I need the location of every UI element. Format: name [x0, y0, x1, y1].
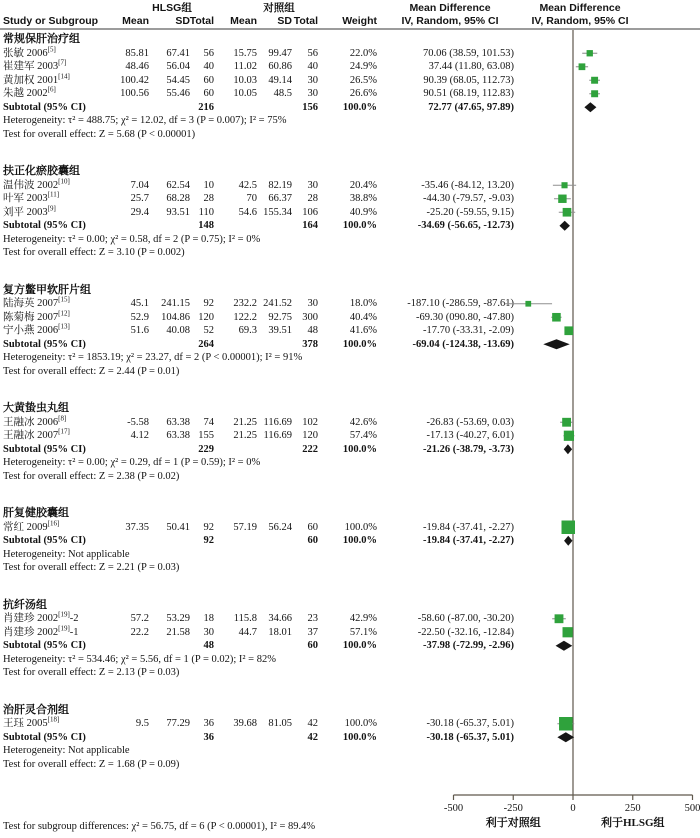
- study-sd2: 81.05: [268, 718, 292, 729]
- study-total1: 28: [203, 193, 214, 204]
- study-total1: 110: [198, 206, 214, 218]
- header-hlsg-group: HLSG组: [152, 2, 192, 14]
- reference-superscript: [17]: [58, 427, 70, 436]
- study-mean2: 54.6: [238, 206, 257, 218]
- reference-superscript: [19]: [58, 610, 70, 619]
- effect-square: [552, 313, 561, 322]
- subtotal-md: -30.18 (-65.37, 5.01): [426, 731, 514, 743]
- study-label: 崔建军 2003[7]: [3, 58, 67, 72]
- study-sd2: 60.86: [268, 61, 292, 72]
- study-mean2: 39.68: [233, 718, 257, 729]
- study-label: 陈菊梅 2007[12]: [3, 309, 70, 323]
- subtotal-label: Subtotal (95% CI): [3, 338, 86, 350]
- reference-superscript: [15]: [58, 295, 70, 304]
- heterogeneity-note: Heterogeneity: τ² = 1853.19; χ² = 23.27, df = 2 (P < 0.00001); I² = 91%: [3, 352, 303, 363]
- header-ivr-text: IV, Random, 95% CI: [401, 15, 499, 27]
- study-weight: 22.0%: [349, 47, 377, 59]
- overall-effect-note: Test for overall effect: Z = 2.38 (P = 0.02): [3, 470, 180, 482]
- header-md-text: Mean Difference: [409, 2, 491, 14]
- study-total1: 74: [203, 416, 214, 428]
- study-total2: 300: [302, 311, 318, 323]
- subtotal-total-hlsg: 92: [203, 535, 214, 546]
- axis-tick-label: 500: [684, 803, 700, 814]
- study-mean1: 4.12: [130, 430, 149, 441]
- subtotal-total-hlsg: 264: [198, 338, 214, 350]
- study-total2: 40: [307, 61, 318, 72]
- study-sd2: 66.37: [268, 193, 292, 204]
- reference-superscript: [8]: [58, 414, 67, 422]
- effect-square: [525, 301, 531, 307]
- study-weight: 40.4%: [349, 311, 377, 323]
- subtotal-label: Subtotal (95% CI): [3, 640, 86, 651]
- study-sd2: 39.51: [268, 325, 292, 336]
- study-total2: 30: [307, 179, 318, 191]
- study-total1: 60: [203, 74, 214, 86]
- study-weight: 20.4%: [349, 179, 377, 191]
- subtotal-md: -21.26 (-38.79, -3.73): [423, 443, 514, 455]
- study-sd2: 48.5: [273, 88, 292, 99]
- study-mean2: 122.2: [233, 311, 257, 323]
- subtotal-md: -19.84 (-37.41, -2.27): [423, 535, 514, 546]
- study-sd1: 55.46: [166, 88, 190, 99]
- study-mean1: 52.9: [130, 311, 149, 323]
- reference-superscript: [6]: [47, 85, 56, 94]
- study-mean1: 51.6: [130, 325, 149, 336]
- subtotal-total-ctrl: 42: [307, 731, 318, 743]
- study-md_text: -187.10 (-286.59, -87.61): [407, 298, 514, 309]
- header-sd-hlsg: SD: [175, 15, 190, 27]
- study-total2: 30: [307, 74, 318, 86]
- effect-square: [561, 182, 567, 188]
- study-md_text: -26.83 (-53.69, 0.03): [426, 416, 514, 428]
- study-sd1: 93.51: [166, 206, 190, 218]
- overall-effect-note: Test for overall effect: Z = 2.44 (P = 0.01): [3, 365, 180, 377]
- effect-square: [558, 195, 566, 203]
- axis-tick-label: 0: [570, 803, 576, 814]
- study-sd2: 56.24: [268, 521, 292, 533]
- study-weight: 24.9%: [349, 61, 377, 72]
- heterogeneity-note: Heterogeneity: τ² = 534.46; χ² = 5.56, df = 1 (P = 0.02); I² = 82%: [3, 653, 276, 665]
- subtotal-diamond: [543, 339, 569, 349]
- study-label: 王融冰 2007[17]: [3, 427, 70, 441]
- study-mean2: 11.02: [233, 61, 257, 72]
- effect-square: [563, 208, 572, 217]
- study-mean2: 232.2: [233, 298, 257, 309]
- study-sd1: 40.08: [166, 325, 190, 336]
- effect-square: [562, 521, 576, 535]
- reference-superscript: [14]: [58, 72, 70, 80]
- study-total1: 10: [203, 179, 214, 191]
- subtotal-diamond: [564, 536, 572, 546]
- study-label: 陆海英 2007[15]: [3, 295, 70, 309]
- study-total2: 60: [307, 521, 318, 533]
- study-label: 肖建珍 2002[19]-1: [3, 624, 79, 638]
- subtotal-total-hlsg: 148: [198, 220, 214, 231]
- subtotal-diamond: [584, 102, 596, 112]
- study-sd1: 241.15: [161, 298, 190, 309]
- subtotal-diamond: [559, 221, 569, 231]
- study-mean1: -5.58: [127, 416, 149, 428]
- subtotal-label: Subtotal (95% CI): [3, 101, 86, 113]
- reference-superscript: [11]: [47, 190, 60, 199]
- study-weight: 38.8%: [349, 193, 377, 204]
- study-mean1: 29.4: [130, 206, 149, 218]
- subgroup-label: 常规保肝治疗组: [3, 33, 80, 45]
- subgroup-label: 抗纤汤组: [3, 598, 47, 611]
- study-sd1: 77.29: [166, 718, 190, 729]
- reference-superscript: [10]: [58, 177, 70, 185]
- reference-superscript: [13]: [58, 322, 70, 331]
- study-mean1: 9.5: [135, 718, 149, 729]
- header-weight: Weight: [342, 15, 377, 27]
- study-sd1: 67.41: [166, 47, 190, 59]
- study-mean1: 100.42: [120, 74, 149, 86]
- subtotal-total-hlsg: 216: [198, 101, 214, 113]
- subtotal-weight: 100.0%: [342, 640, 377, 651]
- study-mean1: 48.46: [125, 61, 149, 72]
- study-sd2: 49.14: [268, 74, 292, 86]
- study-sd1: 63.38: [166, 416, 190, 428]
- study-mean1: 57.2: [130, 613, 149, 624]
- study-label: 叶军 2003[11]: [3, 190, 60, 204]
- header-control-group: 对照组: [263, 2, 295, 14]
- study-total1: 92: [203, 521, 214, 533]
- study-total1: 155: [198, 430, 214, 441]
- subtotal-total-hlsg: 229: [198, 443, 214, 455]
- study-md_text: 37.44 (11.80, 63.08): [428, 61, 514, 72]
- subgroup-label: 治肝灵合剂组: [3, 703, 69, 716]
- study-md_text: 70.06 (38.59, 101.53): [423, 47, 514, 59]
- subtotal-weight: 100.0%: [342, 338, 377, 350]
- study-total1: 40: [203, 61, 214, 72]
- study-mean2: 10.03: [233, 74, 257, 86]
- subtotal-total-hlsg: 48: [203, 640, 214, 651]
- axis-caption-right: 利于HLSG组: [600, 817, 665, 829]
- study-md_text: -17.13 (-40.27, 6.01): [426, 430, 514, 441]
- header-study: Study or Subgroup: [3, 15, 99, 27]
- subtotal-total-ctrl: 164: [302, 220, 318, 231]
- subtotal-label: Subtotal (95% CI): [3, 535, 86, 546]
- study-sd1: 68.28: [166, 193, 190, 204]
- study-weight: 26.6%: [349, 88, 377, 99]
- subtotal-label: Subtotal (95% CI): [3, 443, 86, 455]
- heterogeneity-note: Heterogeneity: τ² = 0.00; χ² = 0.29, df = 1 (P = 0.59); I² = 0%: [3, 457, 261, 468]
- study-total1: 18: [203, 613, 214, 624]
- header-total-hlsg: Total: [189, 15, 214, 27]
- subtotal-total-ctrl: 156: [302, 101, 318, 113]
- effect-square: [564, 431, 574, 441]
- study-weight: 40.9%: [349, 206, 377, 218]
- study-sd1: 56.04: [166, 61, 190, 72]
- subtotal-diamond: [564, 444, 572, 454]
- study-md_text: 90.39 (68.05, 112.73): [423, 74, 514, 86]
- study-mean1: 37.35: [125, 521, 149, 533]
- effect-square: [591, 77, 598, 84]
- subtotal-total-ctrl: 60: [307, 640, 318, 651]
- study-md_text: -30.18 (-65.37, 5.01): [426, 718, 514, 729]
- header-total-ctrl: Total: [293, 15, 318, 27]
- subgroup-label: 大黄蛰虫丸组: [3, 402, 69, 414]
- study-mean2: 115.8: [233, 613, 257, 624]
- study-weight: 42.6%: [349, 416, 377, 428]
- heterogeneity-note: Heterogeneity: τ² = 0.00; χ² = 0.58, df = 2 (P = 0.75); I² = 0%: [3, 233, 261, 245]
- effect-square: [559, 717, 573, 731]
- study-md_text: -69.30 (090.80, -47.80): [416, 311, 514, 323]
- study-weight: 100.0%: [344, 521, 377, 533]
- study-sd1: 63.38: [166, 430, 190, 441]
- study-label: 温伟波 2002[10]: [3, 177, 70, 191]
- effect-square: [587, 50, 593, 56]
- study-sd1: 62.54: [166, 179, 190, 191]
- axis-tick-label: -500: [443, 803, 464, 814]
- study-label: 王珏 2005[18]: [3, 715, 60, 729]
- study-mean2: 69.3: [238, 325, 257, 336]
- study-total1: 120: [198, 311, 214, 323]
- subtotal-weight: 100.0%: [342, 220, 377, 231]
- study-mean1: 85.81: [125, 47, 149, 59]
- overall-effect-note: Test for overall effect: Z = 5.68 (P < 0.00001): [3, 128, 196, 140]
- study-sd1: 54.45: [166, 74, 190, 86]
- effect-square: [591, 90, 598, 97]
- study-weight: 42.9%: [349, 613, 377, 624]
- study-total2: 106: [302, 206, 318, 218]
- study-total1: 56: [203, 47, 214, 59]
- study-total2: 42: [307, 718, 318, 729]
- study-total2: 56: [307, 47, 318, 59]
- subtotal-diamond: [556, 641, 573, 651]
- study-mean2: 70: [246, 193, 257, 204]
- subtotal-weight: 100.0%: [342, 101, 377, 113]
- study-md_text: -22.50 (-32.16, -12.84): [417, 626, 514, 638]
- header-sd-ctrl: SD: [277, 15, 292, 27]
- header-md-plot: Mean Difference: [539, 2, 621, 14]
- reference-superscript: [18]: [47, 715, 60, 724]
- study-label: 王融冰 2006[8]: [3, 414, 67, 428]
- study-weight: 26.5%: [349, 74, 377, 86]
- study-total2: 48: [307, 325, 318, 336]
- overall-effect-note: Test for overall effect: Z = 2.21 (P = 0.03): [3, 562, 180, 573]
- subtotal-weight: 100.0%: [342, 535, 377, 546]
- study-label: 朱越 2002[6]: [3, 85, 56, 99]
- subtotal-total-hlsg: 36: [203, 731, 214, 743]
- reference-superscript: [12]: [58, 309, 70, 317]
- study-sd1: 53.29: [166, 613, 190, 624]
- subtotal-md: -69.04 (-124.38, -13.69): [412, 338, 514, 350]
- study-total2: 28: [307, 193, 318, 204]
- reference-superscript: [5]: [47, 45, 56, 53]
- effect-square: [563, 627, 573, 637]
- heterogeneity-note: Heterogeneity: Not applicable: [3, 548, 130, 560]
- study-sd1: 50.41: [166, 521, 190, 533]
- reference-superscript: [16]: [47, 519, 60, 527]
- study-mean1: 45.1: [130, 298, 149, 309]
- study-total2: 102: [302, 416, 318, 428]
- study-sd2: 155.34: [263, 206, 292, 218]
- study-sd2: 241.52: [263, 298, 292, 309]
- study-mean2: 15.75: [233, 47, 257, 59]
- axis-caption-left: 利于对照组: [485, 817, 541, 829]
- header-mean-ctrl: Mean: [230, 15, 257, 27]
- study-total2: 30: [307, 298, 318, 309]
- subgroup-label: 扶正化瘀胶囊组: [3, 165, 80, 177]
- study-weight: 57.1%: [349, 626, 377, 638]
- subtotal-md: -37.98 (-72.99, -2.96): [423, 640, 514, 651]
- effect-square: [579, 63, 586, 70]
- subgroup-differences-note: Test for subgroup differences: χ² = 56.75, df = 6 (P < 0.00001), I² = 89.4%: [3, 821, 316, 832]
- subtotal-weight: 100.0%: [342, 731, 377, 743]
- study-total1: 92: [203, 298, 214, 309]
- study-mean1: 100.56: [120, 88, 149, 99]
- reference-superscript: [7]: [58, 58, 67, 67]
- header-ivr-plot: IV, Random, 95% CI: [531, 15, 629, 27]
- study-md_text: -19.84 (-37.41, -2.27): [423, 521, 514, 533]
- study-sd1: 21.58: [166, 626, 190, 638]
- study-weight: 100.0%: [344, 718, 377, 729]
- study-total2: 120: [302, 430, 318, 441]
- heterogeneity-note: Heterogeneity: τ² = 488.75; χ² = 12.02, df = 3 (P = 0.007); I² = 75%: [3, 115, 287, 126]
- subtotal-total-ctrl: 60: [307, 535, 318, 546]
- reference-superscript: [19]: [58, 624, 70, 632]
- study-md_text: -25.20 (-59.55, 9.15): [426, 206, 514, 218]
- subtotal-weight: 100.0%: [342, 443, 377, 455]
- study-total1: 36: [203, 718, 214, 729]
- study-sd2: 34.66: [268, 613, 292, 624]
- subtotal-label: Subtotal (95% CI): [3, 731, 86, 743]
- effect-square: [555, 614, 564, 623]
- study-label: 肖建珍 2002[19]-2: [3, 610, 79, 624]
- study-label: 常红 2009[16]: [3, 519, 60, 533]
- study-sd2: 92.75: [268, 311, 292, 323]
- subtotal-md: -34.69 (-56.65, -12.73): [417, 220, 514, 231]
- study-md_text: -35.46 (-84.12, 13.20): [421, 179, 514, 191]
- study-label: 刘平 2003[9]: [3, 204, 56, 218]
- effect-square: [562, 418, 571, 427]
- study-mean1: 7.04: [130, 179, 149, 191]
- study-sd2: 99.47: [268, 47, 292, 59]
- study-mean2: 10.05: [233, 88, 257, 99]
- study-label: 宁小燕 2006[13]: [3, 322, 70, 336]
- study-total1: 52: [203, 325, 214, 336]
- header-mean-hlsg: Mean: [122, 15, 149, 27]
- study-md_text: -44.30 (-79.57, -9.03): [423, 193, 514, 204]
- study-sd2: 116.69: [263, 416, 292, 428]
- overall-effect-note: Test for overall effect: Z = 3.10 (P = 0.002): [3, 247, 185, 258]
- study-total2: 30: [307, 88, 318, 99]
- study-md_text: -17.70 (-33.31, -2.09): [423, 325, 514, 336]
- study-mean2: 57.19: [233, 521, 257, 533]
- study-mean2: 44.7: [238, 626, 257, 638]
- effect-square: [564, 326, 573, 335]
- axis-tick-label: 250: [624, 803, 641, 814]
- study-label: 黄加权 2001[14]: [3, 72, 70, 86]
- subtotal-md: 72.77 (47.65, 97.89): [428, 101, 514, 113]
- study-total1: 60: [203, 88, 214, 99]
- study-mean2: 42.5: [238, 179, 257, 191]
- study-total2: 23: [307, 613, 318, 624]
- overall-effect-note: Test for overall effect: Z = 2.13 (P = 0.03): [3, 667, 180, 678]
- study-mean2: 21.25: [233, 416, 257, 428]
- study-sd2: 116.69: [263, 430, 292, 441]
- study-weight: 57.4%: [349, 430, 377, 441]
- study-weight: 18.0%: [349, 298, 377, 309]
- study-sd2: 82.19: [268, 179, 292, 191]
- study-sd2: 18.01: [268, 626, 292, 638]
- subtotal-total-ctrl: 378: [302, 338, 318, 350]
- axis-tick-label: -250: [503, 803, 523, 814]
- study-total2: 37: [307, 626, 318, 638]
- study-mean1: 25.7: [130, 193, 149, 204]
- study-md_text: -58.60 (-87.00, -30.20): [417, 613, 514, 624]
- study-label: 张敏 2006[5]: [3, 45, 56, 59]
- heterogeneity-note: Heterogeneity: Not applicable: [3, 745, 130, 756]
- study-md_text: 90.51 (68.19, 112.83): [423, 88, 514, 99]
- overall-effect-note: Test for overall effect: Z = 1.68 (P = 0.09): [3, 758, 180, 770]
- subgroup-label: 肝复健胶囊组: [3, 507, 69, 519]
- study-total1: 30: [203, 626, 214, 638]
- study-mean1: 22.2: [130, 626, 149, 638]
- subtotal-diamond: [557, 732, 574, 742]
- subtotal-label: Subtotal (95% CI): [3, 220, 86, 231]
- subtotal-total-ctrl: 222: [302, 443, 318, 455]
- subgroup-label: 复方鳖甲软肝片组: [3, 283, 91, 296]
- reference-superscript: [9]: [47, 204, 56, 212]
- study-sd1: 104.86: [161, 311, 190, 323]
- study-weight: 41.6%: [349, 325, 377, 336]
- study-mean2: 21.25: [233, 430, 257, 441]
